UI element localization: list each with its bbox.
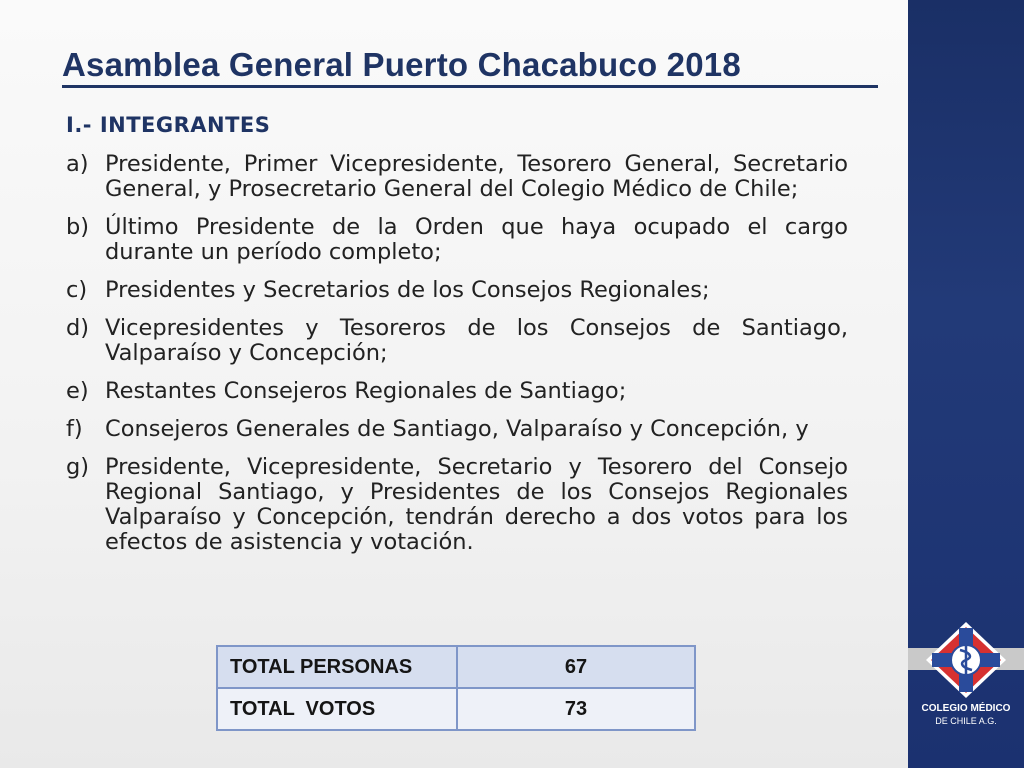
list-item [66,278,848,303]
item-text: Consejeros Generales de Santiago, Valparaíso y Concepción, y [105,416,809,442]
section-heading: I.- INTEGRANTES [66,113,271,137]
item-text: Último Presidente de la Orden que haya ocupado el cargo durante un período completo; [105,214,848,265]
item-text: Presidente, Primer Vicepresidente, Tesorero General, Secretario General, y Prosecretario General del Colegio Médico de Chile; [105,151,848,202]
total-personas-label: TOTAL PERSONAS [217,646,457,688]
item-marker: b) [66,214,90,240]
logo-caption-sub: DE CHILE A.G. [935,716,997,726]
totals-table [216,645,696,731]
list-item [66,152,848,202]
total-votos-label: TOTAL VOTOS [217,688,457,730]
title-underline [62,85,878,88]
item-text: Presidente, Vicepresidente, Secretario y Tesorero del Consejo Regional Santiago, y Presidentes de los Consejos Regionales Valparaíso y Concepción, tendrán derecho a dos votos para los efectos de asistencia y votación. [105,454,848,555]
list-item [66,455,848,555]
list-item [66,215,848,265]
list-item [66,379,848,404]
item-marker: e) [66,378,89,404]
list-item [66,316,848,366]
total-personas-value: 67 [457,646,695,688]
list-item [66,417,848,442]
item-marker: f) [66,416,83,442]
members-list [66,152,848,568]
table-row-total-votos [217,688,695,730]
item-marker: c) [66,277,88,303]
item-text: Presidentes y Secretarios de los Consejos Regionales; [105,277,710,303]
table-row-total-personas [217,646,695,688]
item-marker: a) [66,151,89,177]
item-text: Restantes Consejeros Regionales de Santiago; [105,378,627,404]
total-votos-value: 73 [457,688,695,730]
page-title: Asamblea General Puerto Chacabuco 2018 [62,46,741,83]
item-marker: g) [66,454,90,480]
item-text: Vicepresidentes y Tesoreros de los Consejos de Santiago, Valparaíso y Concepción; [105,315,848,366]
item-marker: d) [66,315,90,341]
caduceus-cross-icon [908,620,1024,700]
logo-caption-name: COLEGIO MÉDICO [921,703,1011,714]
